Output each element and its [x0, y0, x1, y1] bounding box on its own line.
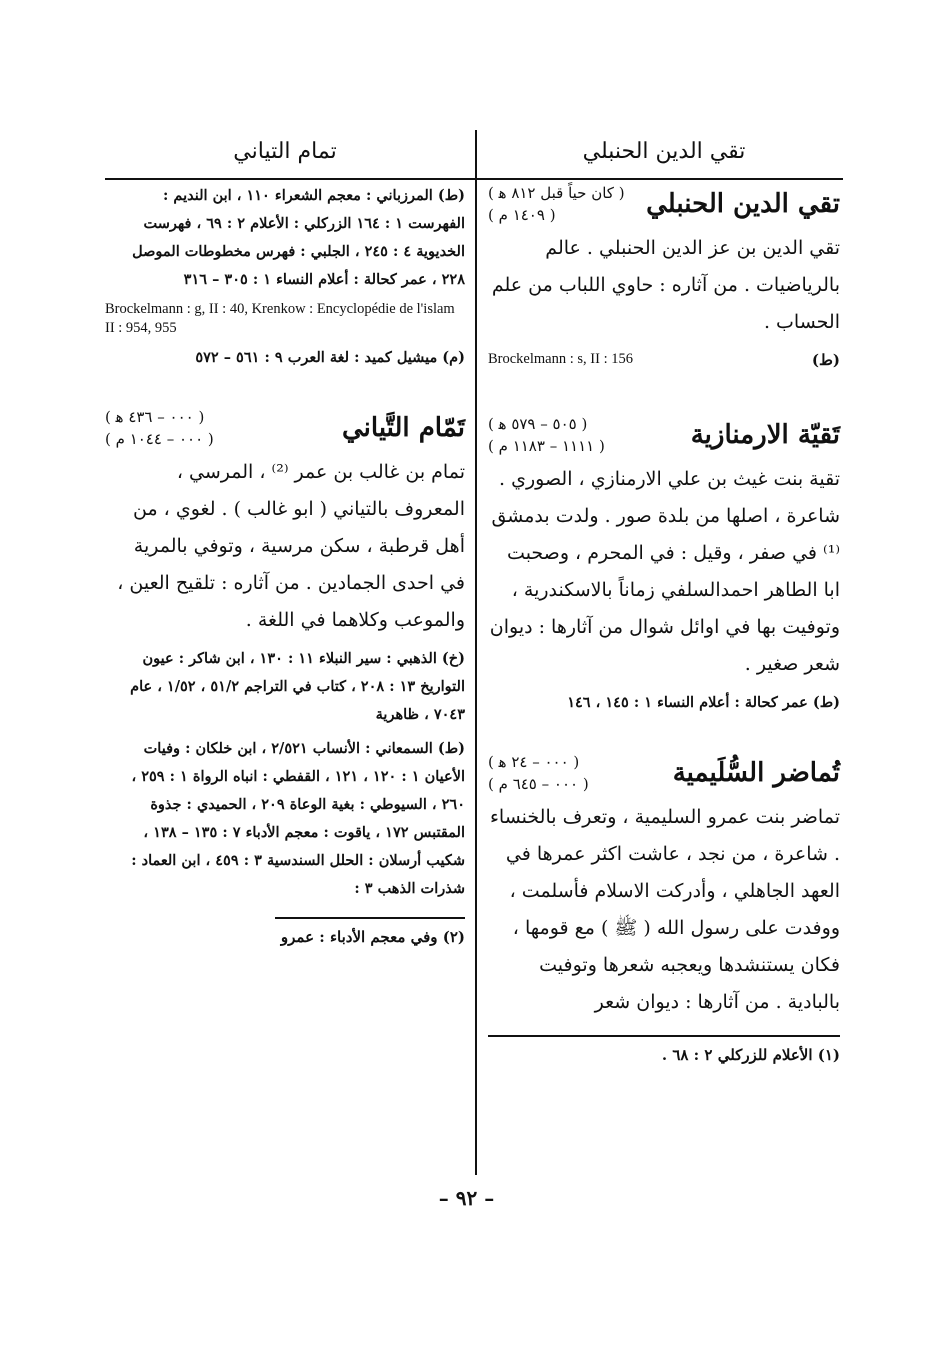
footnote-1: (١) الأعلام للزركلي ٢ : ٦٨ . [661, 1046, 840, 1064]
running-head-left: تمام التياني [233, 139, 337, 164]
entry-dates: ( ٠٠٠ – ٢٤ ﻫ ) ( ٠٠٠ – ٦٤٥ م ) [488, 753, 589, 793]
entry-taqiyya [488, 413, 840, 717]
references-m: (م) ميشيل كميد : لغة العرب ٩ : ٥٦١ – ٥٧٢ [195, 349, 465, 366]
entry-tumadir [488, 751, 840, 1021]
reference-marker: (ط) [811, 351, 840, 369]
footnote-2: (٢) وفي معجم الأدباء : عمرو [280, 928, 465, 946]
entry-body: تقية بنت غيث بن علي الارمنازي ، الصوري . شاعرة ، اصلها من بلدة صور . ولدت بدمشق ⁽¹⁾ في صفر ، وقيل : في المحرم ، وصحبت ابا الطاهر احمدالسلفي زماناً بالاسكندرية ، وتوفيت بها في اوائل شوال من آثارها : ديوان شعر صغير . [489, 468, 840, 675]
page-number: – ٩٢ – [438, 1186, 495, 1210]
entry-reference-kh: (خ) الذهبي : سير النبلاء ١١ : ١٣٠ ، ابن شاكر : عيون التواريخ ١٣ : ٢٠٨ ، كتاب في التراجم ٥١/٢ ، ١/٥٢ ، عام ٧٠٤٣ ، ظاهرية [130, 650, 465, 723]
entry-title: تَقيّة الارمنازية [690, 420, 840, 450]
entry-body: تمام بن غالب بن عمر ⁽²⁾ ، المرسي ، المعروف بالتياني ( ابو غالب ) . لغوي ، من أهل قرطبة ، سكن مرسية ، وتوفي بالمرية في احدى الجمادين . من آثاره : تلقيح العين ، والموعب وكلاهما في اللغة . [117, 461, 465, 631]
entry-body: تقي الدين بن عز الدين الحنبلي . عالم بالرياضيات . من آثاره : حاوي اللباب من علم الحساب . [491, 237, 840, 333]
entry-dates: ( ٥٠٥ – ٥٧٩ ﻫ ) ( ١١١١ – ١١٨٣ م ) [488, 415, 605, 455]
latin-reference-row [488, 351, 840, 369]
column-divider [475, 130, 477, 1175]
entry-title: تقي الدين الحنبلي [646, 189, 840, 219]
footnote-rule [488, 1035, 840, 1037]
entry-taqi-al-din [488, 182, 840, 369]
entry-dates: ( ٠٠٠ – ٤٣٦ ﻫ ) ( ٠٠٠ – ١٠٤٤ م ) [105, 408, 214, 448]
latin-reference: Brockelmann : s, II : 156 [488, 351, 633, 367]
entry-body: تماضر بنت عمرو السليمية ، وتعرف بالخنساء . شاعرة ، من نجد ، عاشت اكثر عمرها في العهد الجاهلي ، وأدركت الاسلام فأسلمت ، ووفدت على رسول الله ( ﷺ ) مع قومها ، فكان يستنشدها ويعجبه شعرها وتوفيت بالبادية . من آثارها : ديوان شعر [490, 806, 840, 1013]
right-column [488, 130, 840, 1067]
running-head-right: تقي الدين الحنبلي [582, 139, 746, 164]
left-column [105, 130, 465, 949]
references-continued: (ط) المرزباني : معجم الشعراء ١١٠ ، ابن النديم : الفهرست ١ : ١٦٤ الزركلي : الأعلام ٢ : ٦٩ ، فهرست الخديوية ٤ : ٢٤٥ ، الجلبي : فهرس مخطوطات الموصل ٢٢٨ ، عمر كحالة : أعلام النساء ١ : ٣٠٥ – ٣١٦ [132, 187, 465, 288]
entry-reference: (ط) عمر كحالة : أعلام النساء ١ : ١٤٥ ، ١٤٦ [567, 694, 840, 711]
entry-dates: ( كان حياً قبل ٨١٢ ﻫ ) ( ١٤٠٩ م ) [488, 184, 625, 224]
entry-reference-t: (ط) السمعاني : الأنساب ٢/٥٢١ ، ابن خلكان : وفيات الأعيان ١ : ١٢٠ ، ١٢١ ، القفطي : انباه الرواة ١ : ٢٥٩ ، ٢٦٠ ، السيوطي : بغية الوعاة ٢٠٩ ، الحميدي : جذوة المقتبس ١٧٢ ، ياقوت : معجم الأدباء ٧ : ١٣٥ – ١٣٨ ، شكيب أرسلان : الحلل السندسية ٣ : ٤٥٩ ، ابن العماد : شذرات الذهب ٣ : [131, 740, 465, 897]
entry-title: تُماضر السُّلَيمية [672, 758, 840, 788]
latin-references: Brockelmann : g, II : 40, Krenkow : Encyclopédie de l'islam II : 954, 955 [105, 301, 455, 336]
entry-tammam [105, 406, 465, 903]
footnote-rule [275, 917, 465, 919]
entry-title: تَمّام التَّياني [341, 413, 465, 443]
